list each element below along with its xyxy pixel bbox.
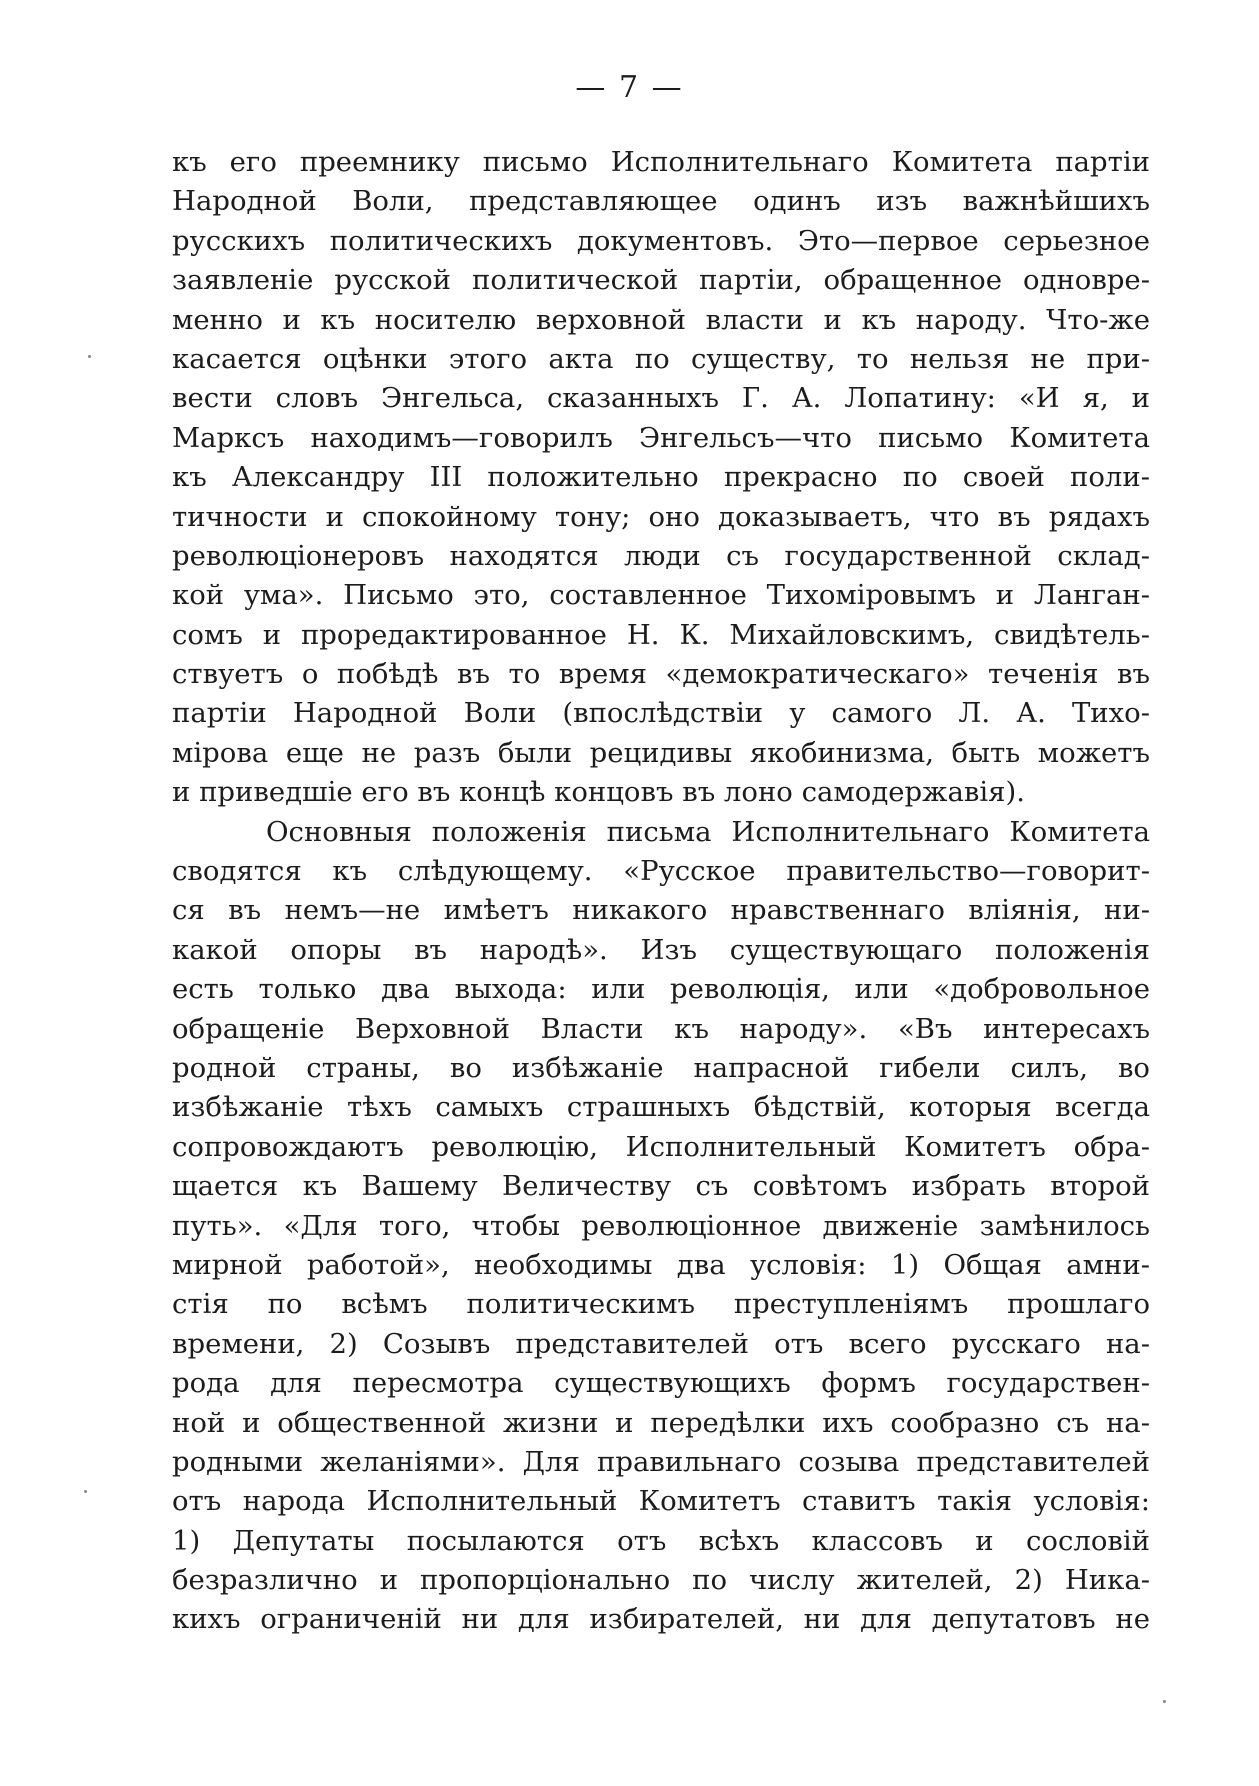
text-line: ной и общественной жизни и передѣлки ихъ сообразно съ на- xyxy=(172,1406,1150,1439)
text-line: мирной работой», необходимы два условія: 1) Общая амни- xyxy=(172,1248,1150,1281)
text-line: времени, 2) Созывъ представителей отъ всего русскаго на- xyxy=(172,1327,1150,1360)
text-line: есть только два выхода: или революція, или «добровольное xyxy=(172,973,1150,1006)
text-line: 1) Депутаты посылаются отъ всѣхъ классовъ и сословій xyxy=(172,1524,1150,1557)
text-line: ся въ немъ—не имѣетъ никакого нравственнаго вліянія, ни- xyxy=(172,894,1150,927)
text-line: заявленіе русской политической партіи, обращенное одновре- xyxy=(172,264,1150,297)
text-line: сопровождаютъ революцію, Исполнительный Комитетъ обра- xyxy=(172,1130,1150,1163)
text-line: Народной Воли, представляющее одинъ изъ важнѣйшихъ xyxy=(172,185,1150,218)
text-line: мірова еще не разъ были рецидивы якобинизма, быть можетъ xyxy=(172,736,1150,769)
text-line: родной страны, во избѣжаніе напрасной гибели силъ, во xyxy=(172,1051,1150,1084)
body-text xyxy=(172,143,1150,1640)
scan-speck xyxy=(84,1490,87,1493)
text-line: сомъ и проредактированное Н. К. Михайловскимъ, свидѣтель- xyxy=(172,618,1150,651)
text-line: Марксъ находимъ—говорилъ Энгельсъ—что письмо Комитета xyxy=(172,421,1150,454)
text-line: рода для пересмотра существующихъ формъ государствен- xyxy=(172,1367,1150,1400)
scan-speck xyxy=(1163,1700,1166,1703)
text-line: кихъ ограниченій ни для избирателей, ни для депутатовъ не xyxy=(172,1603,1150,1636)
text-line: отъ народа Исполнительный Комитетъ ставитъ такія условія: xyxy=(172,1485,1150,1518)
text-line: кой ума». Письмо это, составленное Тихоміровымъ и Ланган- xyxy=(172,579,1150,612)
page-number: — 7 — xyxy=(575,70,684,105)
text-line: стія по всѣмъ политическимъ преступленіямъ прошлаго xyxy=(172,1288,1150,1321)
text-line: русскихъ политическихъ документовъ. Это—первое серьезное xyxy=(172,224,1150,257)
text-line: къ его преемнику письмо Исполнительнаго Комитета партіи xyxy=(172,146,1150,178)
text-line: избѣжаніе тѣхъ самыхъ страшныхъ бѣдствій, которыя всегда xyxy=(172,1091,1150,1124)
text-line: безразлично и пропорціонально по числу жителей, 2) Ника- xyxy=(172,1564,1150,1597)
text-line: къ Александру III положительно прекрасно по своей поли- xyxy=(172,461,1150,494)
text-line: обращеніе Верховной Власти къ народу». «Въ интересахъ xyxy=(172,1012,1150,1045)
text-line: вести словъ Энгельса, сказанныхъ Г. А. Лопатину: «И я, и xyxy=(172,382,1150,415)
text-line: тичности и спокойному тону; оно доказываетъ, что въ рядахъ xyxy=(172,500,1150,533)
text-line: какой опоры въ народѣ». Изъ существующаго положенія xyxy=(172,933,1150,966)
text-line: ствуетъ о побѣдѣ въ то время «демократическаго» теченія въ xyxy=(172,658,1150,691)
text-line: революціонеровъ находятся люди съ государственной склад- xyxy=(172,539,1150,572)
text-line: касается оцѣнки этого акта по существу, то нельзя не при- xyxy=(172,342,1150,375)
text-line: партіи Народной Воли (впослѣдствіи у самого Л. А. Тихо- xyxy=(172,697,1150,730)
paragraph-end-line: и приведшіе его въ концѣ концовъ въ лоно самодержавія). xyxy=(172,776,1025,809)
text-line: сводятся къ слѣдующему. «Русское правительство—говорит- xyxy=(172,855,1150,888)
text-line: менно и къ носителю верховной власти и къ народу. Что-же xyxy=(172,303,1150,336)
text-line: путь». «Для того, чтобы революціонное движеніе замѣнилось xyxy=(172,1209,1150,1242)
paragraph-first-line: Основныя положенія письма Исполнительнаго Комитета xyxy=(266,815,1150,848)
text-line: щается къ Вашему Величеству съ совѣтомъ избрать второй xyxy=(172,1170,1150,1203)
text-line: родными желаніями». Для правильнаго созыва представителей xyxy=(172,1445,1150,1478)
scan-speck xyxy=(88,355,91,358)
